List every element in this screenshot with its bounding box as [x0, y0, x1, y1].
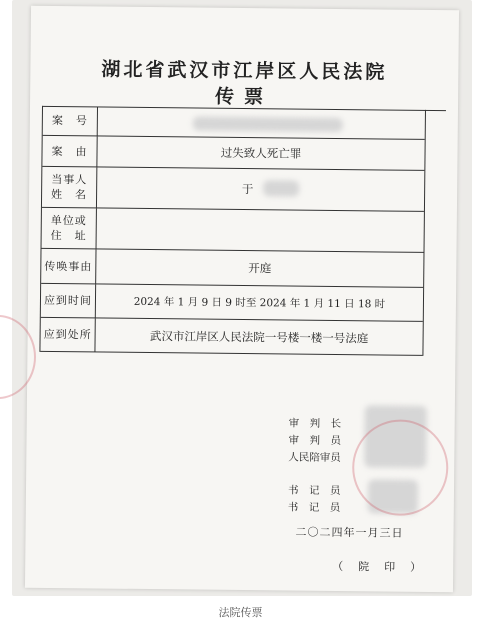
summons-table: [39, 106, 426, 356]
sign-juror: 人民陪审员: [288, 451, 341, 465]
value-case-number: [98, 106, 425, 138]
value-party-name: 于: [97, 167, 424, 210]
summons-paper: [25, 6, 459, 592]
value-appear-time: 2024 年 1 月 9 日 9 时至 2024 年 1 月 11 日 18 时: [133, 295, 386, 311]
label-case-number: 案 号: [43, 106, 98, 136]
document-type: 传票: [214, 85, 274, 109]
label-address: 单位或 住 址: [42, 208, 97, 249]
label-appear-time: 应到时间: [41, 284, 96, 318]
row-appear-place: [40, 318, 422, 356]
redaction-blur: [193, 116, 343, 132]
label-summons-reason: 传唤事由: [41, 249, 96, 284]
value-address: [97, 208, 424, 251]
label-appear-place: 应到处所: [40, 318, 95, 352]
sign-chief-judge: 审 判 长: [288, 417, 342, 431]
sign-clerk-2: 书 记 员: [287, 501, 341, 515]
row-address: [42, 208, 424, 253]
image-caption: 法院传票: [218, 606, 263, 619]
redaction-blur: [263, 180, 299, 196]
label-party-name: 当事人 姓 名: [42, 167, 97, 208]
seal-label: （ 院 印 ）: [332, 559, 424, 574]
red-seal-stamp: [352, 419, 449, 516]
document-title: [42, 6, 447, 111]
value-summons-reason: 开庭: [248, 261, 272, 276]
row-case-number: [43, 106, 425, 140]
issue-date: 二〇二四年一月三日: [295, 525, 404, 540]
value-cause: 过失致人死亡罪: [220, 145, 302, 161]
sign-judge: 审 判 员: [288, 434, 342, 448]
row-cause: [42, 136, 424, 171]
row-summons-reason: [41, 249, 423, 288]
sign-clerk-1: 书 记 员: [287, 484, 341, 498]
court-name: 湖北省武汉市江岸区人民法院: [101, 58, 388, 84]
row-party-name: [42, 167, 424, 212]
row-appear-time: [41, 284, 423, 322]
label-cause: 案 由: [42, 136, 97, 167]
value-appear-place: 武汉市江岸区人民法院一号楼一楼一号法庭: [149, 328, 369, 345]
